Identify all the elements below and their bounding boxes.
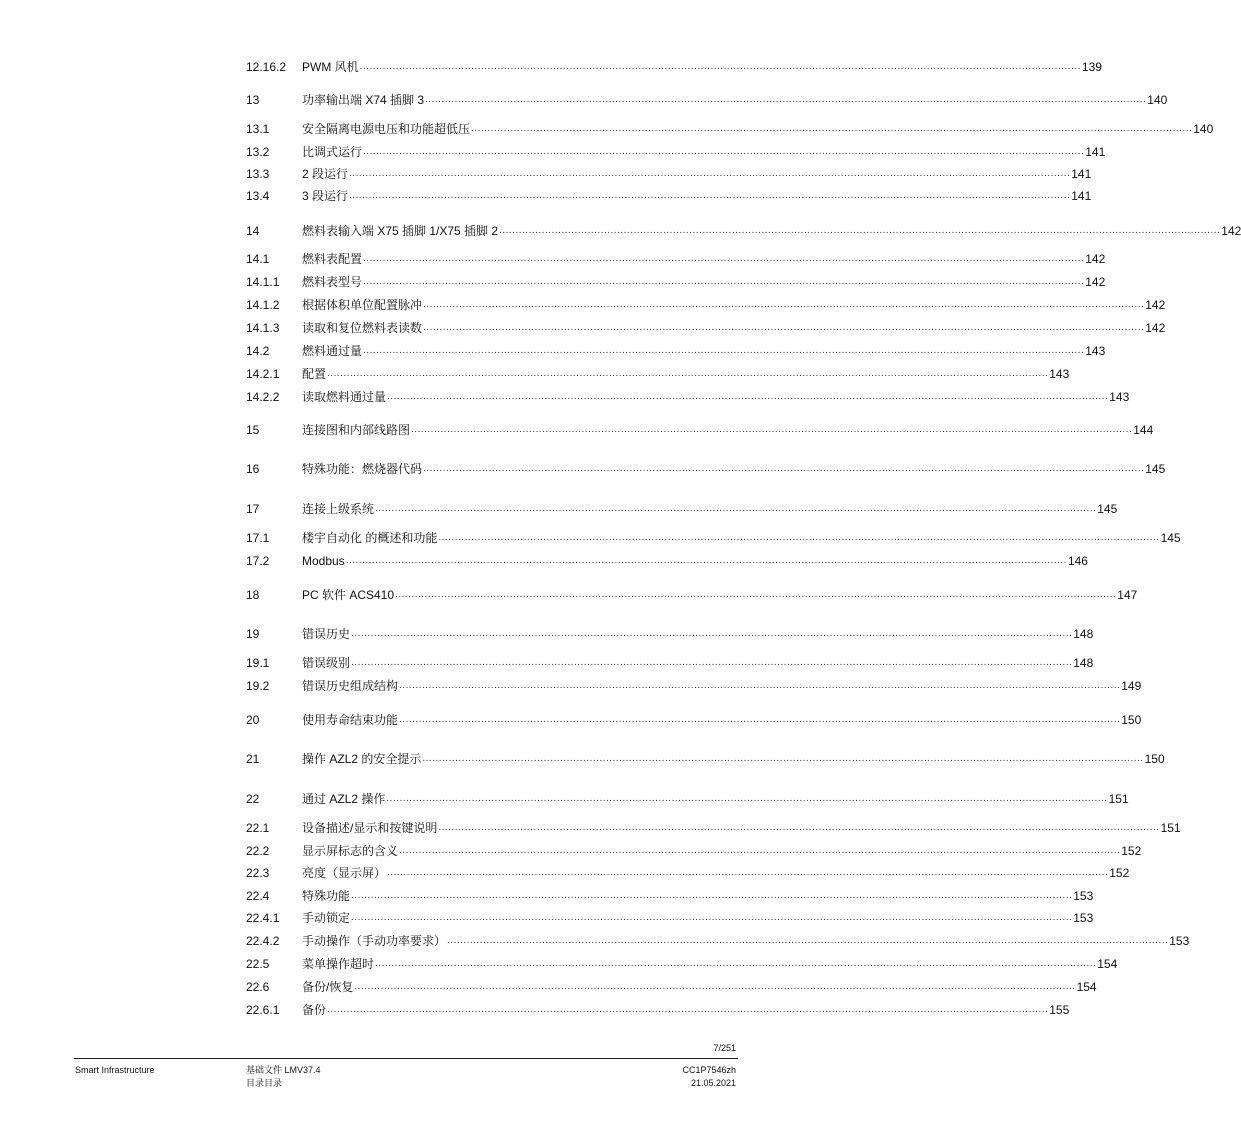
- toc-section-title: 错误历史: [302, 627, 351, 641]
- toc-section-title: 操作 AZL2 的安全提示: [302, 752, 422, 766]
- toc-section-number: 12.16.2: [246, 60, 287, 74]
- toc-dot-leader: ............................................................................................................................................................................................................................: [425, 94, 1147, 105]
- toc-section-title: 使用寿命结束功能: [302, 713, 399, 727]
- toc-entry[interactable]: [0, 58, 1102, 76]
- toc-section-title: 燃料表输入端 X75 插脚 1/X75 插脚 2: [302, 224, 499, 238]
- toc-entry-line: [302, 143, 1106, 161]
- toc-entry-line: [302, 120, 1214, 138]
- toc-section-number: 13: [246, 93, 260, 107]
- toc-entry-line: [302, 250, 1106, 268]
- toc-entry-line: [302, 790, 1129, 808]
- toc-entry-line: [302, 711, 1142, 729]
- toc-section-title: 显示屏标志的含义: [302, 844, 399, 858]
- toc-entry[interactable]: [0, 842, 1142, 860]
- toc-dot-leader: ............................................................................................................................................................................................................................: [363, 146, 1085, 157]
- toc-section-title: 3 段运行: [302, 189, 349, 203]
- toc-section-number: 22.3: [246, 866, 270, 880]
- toc-entry-line: [302, 750, 1165, 768]
- toc-page-number: 152: [1109, 866, 1130, 880]
- toc-entry[interactable]: [0, 625, 1094, 643]
- toc-section-title: 通过 AZL2 操作: [302, 792, 386, 806]
- toc-section-number: 13.2: [246, 145, 270, 159]
- toc-section-number: 14: [246, 224, 260, 238]
- toc-entry[interactable]: [0, 711, 1142, 729]
- toc-entry-line: [302, 887, 1094, 905]
- toc-section-title: 手动锁定: [302, 911, 351, 925]
- toc-entry[interactable]: [0, 187, 1092, 205]
- toc-entry-line: [302, 625, 1094, 643]
- toc-dot-leader: ............................................................................................................................................................................................................................: [375, 958, 1097, 969]
- toc-page-number: 150: [1144, 752, 1165, 766]
- toc-dot-leader: ............................................................................................................................................................................................................................: [345, 555, 1067, 566]
- toc-section-title: 读取和复位燃料表读数: [302, 321, 423, 335]
- toc-entry-line: [302, 388, 1130, 406]
- toc-entry[interactable]: [0, 250, 1106, 268]
- toc-entry-line: [302, 91, 1168, 109]
- toc-section-number: 22.2: [246, 844, 270, 858]
- footer-date: 21.05.2021: [690, 1078, 736, 1088]
- toc-section-number: 22.4.2: [246, 934, 280, 948]
- toc-dot-leader: ............................................................................................................................................................................................................................: [351, 628, 1073, 639]
- toc-section-number: 14.2.1: [246, 367, 280, 381]
- toc-dot-leader: ............................................................................................................................................................................................................................: [349, 190, 1071, 201]
- toc-section-number: 22.4: [246, 889, 270, 903]
- toc-entry-line: [302, 654, 1094, 672]
- toc-page-number: 141: [1071, 167, 1092, 181]
- toc-dot-leader: ............................................................................................................................................................................................................................: [411, 424, 1133, 435]
- toc-entry-line: [302, 58, 1102, 76]
- toc-entry[interactable]: [0, 978, 1097, 996]
- footer-doc-title: 基础文件 LMV37.4: [246, 1065, 321, 1075]
- toc-dot-leader: ............................................................................................................................................................................................................................: [387, 391, 1109, 402]
- toc-section-title: 特殊功能：燃烧器代码: [302, 462, 423, 476]
- toc-dot-leader: ............................................................................................................................................................................................................................: [351, 912, 1073, 923]
- toc-entry[interactable]: [0, 790, 1129, 808]
- toc-page-number: 146: [1067, 554, 1088, 568]
- toc-section-title: 错误级别: [302, 656, 351, 670]
- toc-entry-line: [302, 500, 1118, 518]
- toc-section-number: 19.1: [246, 656, 270, 670]
- toc-page-number: 145: [1097, 502, 1118, 516]
- toc-dot-leader: ............................................................................................................................................................................................................................: [354, 981, 1076, 992]
- toc-dot-leader: ............................................................................................................................................................................................................................: [387, 867, 1109, 878]
- toc-page-number: 149: [1121, 679, 1142, 693]
- toc-section-number: 22.6: [246, 980, 270, 994]
- toc-section-title: Modbus: [302, 554, 345, 568]
- toc-entry[interactable]: [0, 677, 1142, 695]
- toc-page-number: 145: [1160, 531, 1181, 545]
- toc-entry-line: [302, 342, 1106, 360]
- toc-entry[interactable]: [0, 750, 1165, 768]
- toc-dot-leader: ............................................................................................................................................................................................................................: [375, 503, 1097, 514]
- toc-dot-leader: ............................................................................................................................................................................................................................: [422, 753, 1144, 764]
- toc-section-number: 13.4: [246, 189, 270, 203]
- toc-entry-line: [302, 460, 1166, 478]
- toc-section-title: 根据体积单位配置脉冲: [302, 298, 423, 312]
- toc-page-number: 140: [1193, 122, 1214, 136]
- toc-entry-line: [302, 978, 1097, 996]
- toc-dot-leader: ............................................................................................................................................................................................................................: [351, 657, 1073, 668]
- toc-entry-line: [302, 187, 1092, 205]
- toc-dot-leader: ............................................................................................................................................................................................................................: [327, 368, 1049, 379]
- toc-entry[interactable]: [0, 388, 1130, 406]
- toc-entry-line: [302, 932, 1190, 950]
- toc-entry[interactable]: [0, 500, 1118, 518]
- footer-doc-id: CC1P7546zh: [682, 1065, 736, 1075]
- toc-section-number: 22.1: [246, 821, 270, 835]
- toc-dot-leader: ............................................................................................................................................................................................................................: [363, 253, 1085, 264]
- toc-section-number: 21: [246, 752, 260, 766]
- toc-section-number: 22: [246, 792, 260, 806]
- toc-entry-line: [302, 296, 1166, 314]
- toc-dot-leader: ............................................................................................................................................................................................................................: [447, 935, 1169, 946]
- toc-entry[interactable]: [0, 586, 1138, 604]
- footer-divider: [74, 1058, 738, 1059]
- toc-entry[interactable]: [0, 819, 1181, 837]
- toc-entry[interactable]: [0, 273, 1106, 291]
- toc-section-number: 18: [246, 588, 260, 602]
- toc-section-title: 手动操作（手动功率要求）: [302, 934, 447, 948]
- toc-section-title: 备份/恢复: [302, 980, 354, 994]
- toc-dot-leader: ............................................................................................................................................................................................................................: [438, 822, 1160, 833]
- toc-entry-line: [302, 529, 1181, 547]
- toc-page-number: 144: [1133, 423, 1154, 437]
- toc-page-number: 153: [1169, 934, 1190, 948]
- toc-page-number: 140: [1147, 93, 1168, 107]
- toc-entry-line: [302, 421, 1154, 439]
- toc-entry-line: [302, 677, 1142, 695]
- toc-section-title: 安全隔离电源电压和功能超低压: [302, 122, 471, 136]
- toc-page-number: 141: [1085, 145, 1106, 159]
- toc-dot-leader: ............................................................................................................................................................................................................................: [471, 123, 1193, 134]
- toc-dot-leader: ............................................................................................................................................................................................................................: [395, 589, 1117, 600]
- toc-entry-line: [302, 842, 1142, 860]
- toc-page-number: 142: [1145, 298, 1166, 312]
- toc-section-title: 连接图和内部线路图: [302, 423, 411, 437]
- toc-section-number: 14.2.2: [246, 390, 280, 404]
- toc-entry-line: [302, 819, 1181, 837]
- toc-dot-leader: ............................................................................................................................................................................................................................: [351, 890, 1073, 901]
- toc-section-number: 22.6.1: [246, 1003, 280, 1017]
- toc-page-number: 153: [1073, 889, 1094, 903]
- toc-section-title: 燃料表型号: [302, 275, 363, 289]
- toc-entry[interactable]: [0, 319, 1166, 337]
- toc-entry-line: [302, 273, 1106, 291]
- toc-dot-leader: ............................................................................................................................................................................................................................: [363, 345, 1085, 356]
- toc-section-number: 14.1: [246, 252, 270, 266]
- toc-dot-leader: ............................................................................................................................................................................................................................: [349, 168, 1071, 179]
- toc-section-title: 2 段运行: [302, 167, 349, 181]
- toc-entry[interactable]: [0, 909, 1094, 927]
- toc-section-title: 比调式运行: [302, 145, 363, 159]
- toc-entry-line: [302, 1001, 1070, 1019]
- toc-dot-leader: ............................................................................................................................................................................................................................: [363, 276, 1085, 287]
- toc-page-number: 143: [1085, 344, 1106, 358]
- toc-entry[interactable]: [0, 460, 1166, 478]
- toc-page-number: 142: [1085, 275, 1106, 289]
- toc-section-number: 20: [246, 713, 260, 727]
- toc-entry-line: [302, 319, 1166, 337]
- toc-entry[interactable]: [0, 421, 1154, 439]
- toc-section-title: 设备描述/显示和按键说明: [302, 821, 438, 835]
- footer-company: Smart Infrastructure: [75, 1065, 155, 1075]
- toc-section-title: 连接上级系统: [302, 502, 375, 516]
- toc-page-number: 141: [1071, 189, 1092, 203]
- toc-section-number: 19: [246, 627, 260, 641]
- toc-entry[interactable]: [0, 165, 1092, 183]
- toc-page-number: 143: [1109, 390, 1130, 404]
- toc-entry[interactable]: [0, 342, 1106, 360]
- toc-dot-leader: ............................................................................................................................................................................................................................: [499, 225, 1221, 236]
- toc-section-title: 亮度（显示屏）: [302, 866, 387, 880]
- toc-section-number: 14.1.2: [246, 298, 280, 312]
- toc-section-number: 15: [246, 423, 260, 437]
- toc-page-number: 153: [1073, 911, 1094, 925]
- toc-section-number: 17: [246, 502, 260, 516]
- toc-page-number: 152: [1121, 844, 1142, 858]
- toc-entry[interactable]: [0, 529, 1181, 547]
- toc-entry[interactable]: [0, 932, 1190, 950]
- toc-entry[interactable]: [0, 296, 1166, 314]
- toc-page-number: 148: [1073, 656, 1094, 670]
- toc-section-number: 19.2: [246, 679, 270, 693]
- toc-section-title: PC 软件 ACS410: [302, 588, 395, 602]
- toc-dot-leader: ............................................................................................................................................................................................................................: [399, 845, 1121, 856]
- toc-section-title: 配置: [302, 367, 327, 381]
- toc-section-number: 17.1: [246, 531, 270, 545]
- toc-dot-leader: ............................................................................................................................................................................................................................: [327, 1004, 1049, 1015]
- toc-entry[interactable]: [0, 143, 1106, 161]
- toc-page-number: 150: [1121, 713, 1142, 727]
- toc-section-number: 16: [246, 462, 260, 476]
- toc-section-number: 14.1.3: [246, 321, 280, 335]
- toc-entry-line: [302, 955, 1118, 973]
- toc-section-number: 14.1.1: [246, 275, 280, 289]
- toc-section-title: PWM 风机: [302, 60, 359, 74]
- toc-entry[interactable]: [0, 365, 1070, 383]
- toc-section-title: 燃料通过量: [302, 344, 363, 358]
- toc-section-title: 备份: [302, 1003, 327, 1017]
- toc-section-number: 14.2: [246, 344, 270, 358]
- toc-entry-line: [302, 864, 1130, 882]
- toc-dot-leader: ............................................................................................................................................................................................................................: [423, 299, 1145, 310]
- toc-section-title: 燃料表配置: [302, 252, 363, 266]
- toc-page-number: 147: [1117, 588, 1138, 602]
- toc-entry-line: [302, 909, 1094, 927]
- toc-dot-leader: ............................................................................................................................................................................................................................: [386, 793, 1108, 804]
- toc-page-number: 154: [1097, 957, 1118, 971]
- toc-section-title: 读取燃料通过量: [302, 390, 387, 404]
- toc-entry[interactable]: [0, 91, 1168, 109]
- toc-page-number: 154: [1076, 980, 1097, 994]
- toc-dot-leader: ............................................................................................................................................................................................................................: [423, 322, 1145, 333]
- toc-page-number: 151: [1160, 821, 1181, 835]
- toc-page-number: 143: [1049, 367, 1070, 381]
- page-counter: 7/251: [713, 1043, 736, 1053]
- toc-section-title: 楼宇自动化 的概述和功能: [302, 531, 438, 545]
- toc-section-title: 功率输出端 X74 插脚 3: [302, 93, 425, 107]
- toc-section-number: 17.2: [246, 554, 270, 568]
- toc-section-title: 特殊功能: [302, 889, 351, 903]
- toc-dot-leader: ............................................................................................................................................................................................................................: [438, 532, 1160, 543]
- toc-entry-line: [302, 165, 1092, 183]
- toc-entry[interactable]: [0, 955, 1118, 973]
- toc-section-number: 13.3: [246, 167, 270, 181]
- toc-section-title: 错误历史组成结构: [302, 679, 399, 693]
- toc-entry[interactable]: [0, 120, 1214, 138]
- toc-entry-line: [302, 222, 1241, 240]
- toc-page-number: 139: [1081, 60, 1102, 74]
- toc-dot-leader: ............................................................................................................................................................................................................................: [423, 463, 1145, 474]
- toc-entry-line: [302, 365, 1070, 383]
- toc-entry[interactable]: [0, 887, 1094, 905]
- toc-page-number: 145: [1145, 462, 1166, 476]
- toc-entry[interactable]: [0, 864, 1130, 882]
- toc-dot-leader: ............................................................................................................................................................................................................................: [399, 714, 1121, 725]
- toc-page-number: 142: [1145, 321, 1166, 335]
- toc-page-number: 142: [1085, 252, 1106, 266]
- toc-section-number: 22.5: [246, 957, 270, 971]
- toc-entry[interactable]: [0, 552, 1088, 570]
- toc-section-number: 13.1: [246, 122, 270, 136]
- toc-entry-line: [302, 586, 1138, 604]
- toc-page-number: 148: [1073, 627, 1094, 641]
- toc-dot-leader: ............................................................................................................................................................................................................................: [359, 61, 1081, 72]
- toc-entry[interactable]: [0, 654, 1094, 672]
- footer-section: 目录目录: [246, 1078, 283, 1088]
- toc-dot-leader: ............................................................................................................................................................................................................................: [399, 680, 1121, 691]
- toc-page-number: 151: [1108, 792, 1129, 806]
- toc-section-number: 22.4.1: [246, 911, 280, 925]
- toc-page-number: 155: [1049, 1003, 1070, 1017]
- toc-section-title: 菜单操作超时: [302, 957, 375, 971]
- toc-entry[interactable]: [0, 222, 1241, 240]
- toc-page-number: 142: [1221, 224, 1241, 238]
- toc-entry-line: [302, 552, 1088, 570]
- toc-entry[interactable]: [0, 1001, 1070, 1019]
